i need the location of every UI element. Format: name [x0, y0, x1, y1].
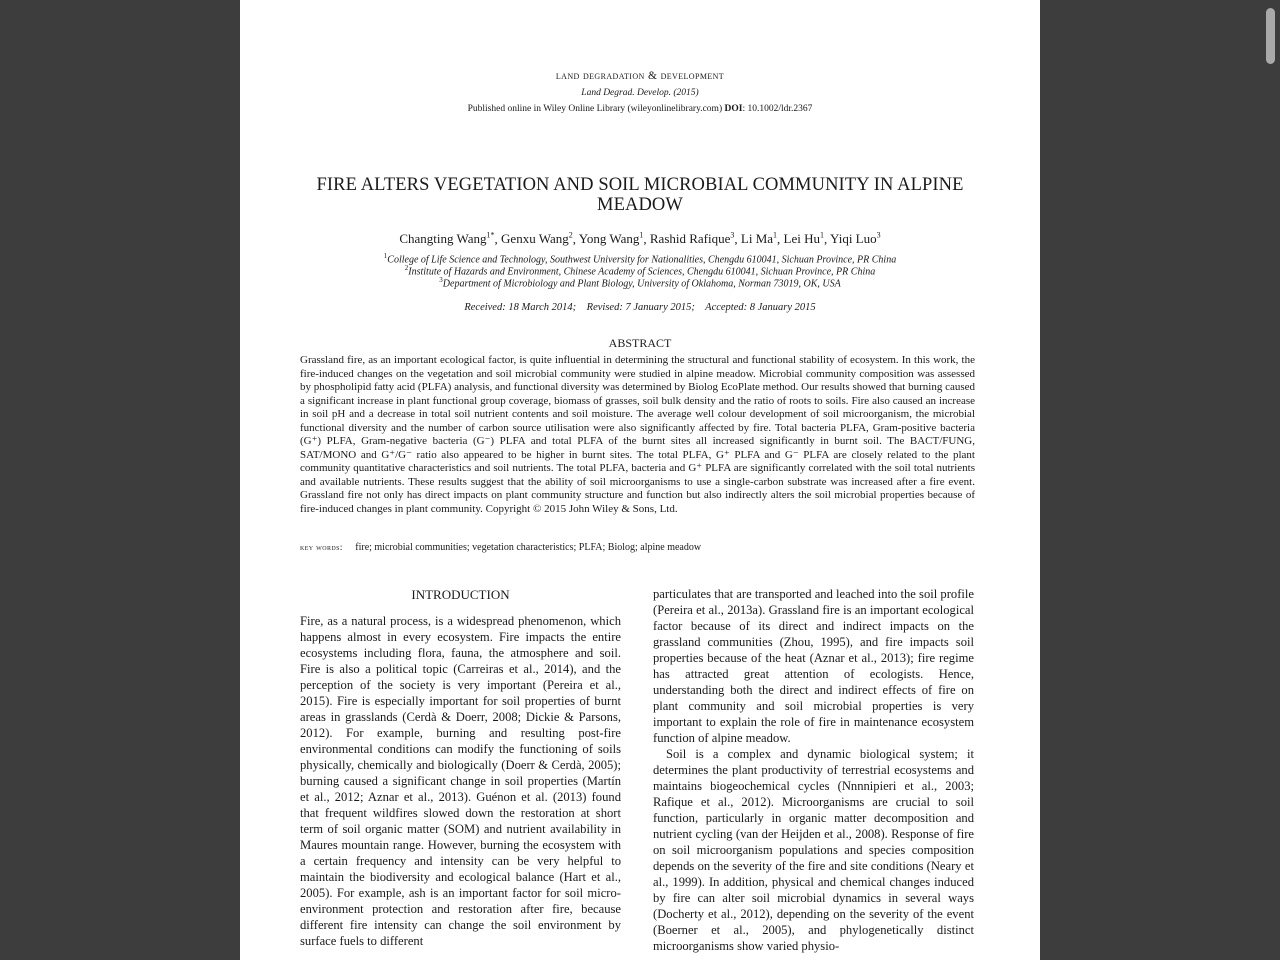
- body-paragraph: particulates that are transported and leached into the soil profile (Pereira et al., 2013a). Grassland fire is an important ecological factor because of its direct and indirect impacts on the grassland communities (Zhou, 1995), and fire impacts soil properties because of the heat (Aznar et al., 2013); fire regime has attracted great attention of ecologists. Hence, understanding both the direct and indirect effects of fire on plant community and soil microbial properties is very important to explain the role of fire in maintenance ecosystem function of alpine meadow.: [653, 587, 974, 745]
- right-column: [653, 586, 974, 954]
- journal-name: land degradation & development: [555, 70, 725, 82]
- scrollbar-thumb[interactable]: [1266, 8, 1275, 64]
- abstract-heading: ABSTRACT: [608, 336, 672, 350]
- body-paragraph: Fire, as a natural process, is a widespread phenomenon, which happens almost in every ecosystem. Fire impacts the entire ecosystems including flora, fauna, the atmosphere and soil. Fire is also a political topic (Carreiras et al., 2014), and the perception of the society is very important (Pereira et al., 2015). Fire is especially important for soil properties of burnt areas in grasslands (Cerdà & Doerr, 2008; Dickie & Parsons, 2012). For example, burning and resulting post-fire environmental conditions can modify the functioning of soils physically, chemically and biologically (Doerr & Cerdà, 2005); burning caused a significant change in soil properties (Martín et al., 2012; Aznar et al., 2013). Guénon et al. (2013) found that frequent wildfires slowed down the restoration at short term of soil organic matter (SOM) and nutrient availability in Maures mountain range. However, burning the ecosystem with a certain frequency and intensity can be very helpful to maintain the biodiversity and ecological balance (Hart et al., 2005). For example, ash is an important factor for soil micro-environment protection and restoration after fire, because different fire intensity can change the soil environment by surface fuels to different: [300, 614, 621, 948]
- doi-value: : 10.1002/ldr.2367: [742, 104, 813, 114]
- left-column: [300, 586, 621, 949]
- keywords-label: key words:: [300, 542, 343, 552]
- keywords: [300, 542, 975, 553]
- author: Yong Wang$^1$: [578, 231, 644, 247]
- body-paragraph: Soil is a complex and dynamic biological system; it determines the plant productivity of terrestrial ecosystems and maintains biogeochemical cycles (Nnnnipieri et al., 2003; Rafique et al., 2012). Microorganisms are crucial to soil function, particularly in organic matter decomposition and nutrient cycling (van der Heijden et al., 2008). Response of fire on soil microorganism populations and species composition depends on the severity of the fire and site conditions (Neary et al., 1999). In addition, physical and chemical changes induced by fire can alter soil microbial dynamics in several ways (Docherty et al., 2012), depending on the severity of the event (Boerner et al., 2005), and phylogenetically distinct microorganisms show varied physio-: [653, 747, 974, 953]
- keywords-text: fire; microbial communities; vegetation characteristics; PLFA; Biolog; alpine meadow: [355, 542, 702, 553]
- journal-abbreviation: Land Degrad. Develop. (2015): [581, 88, 699, 98]
- paper-title: FIRE ALTERS VEGETATION AND SOIL MICROBIAL COMMUNITY IN ALPINE MEADOW: [316, 175, 964, 215]
- author: Changting Wang$^{1*}$: [399, 231, 495, 247]
- document-page: [240, 0, 1040, 960]
- affiliation: $^1$College of Life Science and Technology, Southwest University for Nationalities, Chengdu 610041, Sichuan Province, PR China: [383, 252, 897, 266]
- publication-info: Published online in Wiley Online Library (wileyonlinelibrary.com): [467, 104, 723, 114]
- author: Li Ma$^1$: [740, 231, 778, 247]
- section-heading-introduction: INTRODUCTION: [411, 587, 510, 602]
- author: Genxu Wang$^2$: [501, 231, 573, 247]
- author: Yiqi Luo$^3$: [830, 231, 881, 247]
- publication-line: [240, 104, 1040, 114]
- article-dates: Received: 18 March 2014; Revised: 7 January 2015; Accepted: 8 January 2015: [464, 302, 816, 313]
- author-list: Changting Wang$^{1*}$, Genxu Wang$^2$, Yong Wang$^1$, Rashid Rafique$^3$, Li Ma$^1$, Lei Hu$^1$, Yiqi Luo$^3$: [399, 231, 881, 247]
- affiliation: $^3$Department of Microbiology and Plant Biology, University of Oklahoma, Norman 73019, OK, USA: [439, 276, 841, 290]
- abstract-text: Grassland fire, as an important ecological factor, is quite influential in determining the structural and functional stability of ecosystem. In this work, the fire-induced changes on the vegetation and soil microbial community were studied in alpine meadow. Microbial community composition was assessed by phospholipid fatty acid (PLFA) analysis, and functional diversity was determined by Biolog EcoPlate method. Our results showed that burning caused a significant increase in plant functional group coverage, biomass of grasses, soil bulk density and the ratio of roots to soils. Fire also caused an increase in soil pH and a decrease in total soil nutrient contents and soil moisture. The average well colour development of soil microorganism, the microbial functional diversity and the number of carbon source utilisation were also significantly affected by fire. Total bacteria PLFA, Gram-positive bacteria (G⁺) PLFA, Gram-negative bacteria (G⁻) PLFA and total PLFA of the burnt sites all increased significantly in burnt soil. The BACT/FUNG, SAT/MONO and G⁺/G⁻ ratio also appeared to be higher in burnt sites. The total PLFA, G⁺ PLFA and G⁻ PLFA are closely related to the plant community quantitative characteristics and soil nutrients. The total PLFA, bacteria and G⁺ PLFA are significantly correlated with the soil total nutrients and available nutrients. These results suggest that the ability of soil microorganisms to use a single-carbon substrate was increased after a fire event. Grassland fire not only has direct impacts on plant community structure and function but also indirectly alters the soil microbial properties because of fire-induced changes in plant community. Copyright © 2015 John Wiley & Sons, Ltd.: [300, 354, 975, 515]
- affiliation: $^2$Institute of Hazards and Environment, Chinese Academy of Sciences, Chengdu 610041, Sichuan Province, PR China: [404, 264, 876, 278]
- author: Lei Hu$^1$: [783, 231, 824, 247]
- author: Rashid Rafique$^3$: [649, 231, 735, 247]
- doi-label: DOI: [724, 104, 743, 114]
